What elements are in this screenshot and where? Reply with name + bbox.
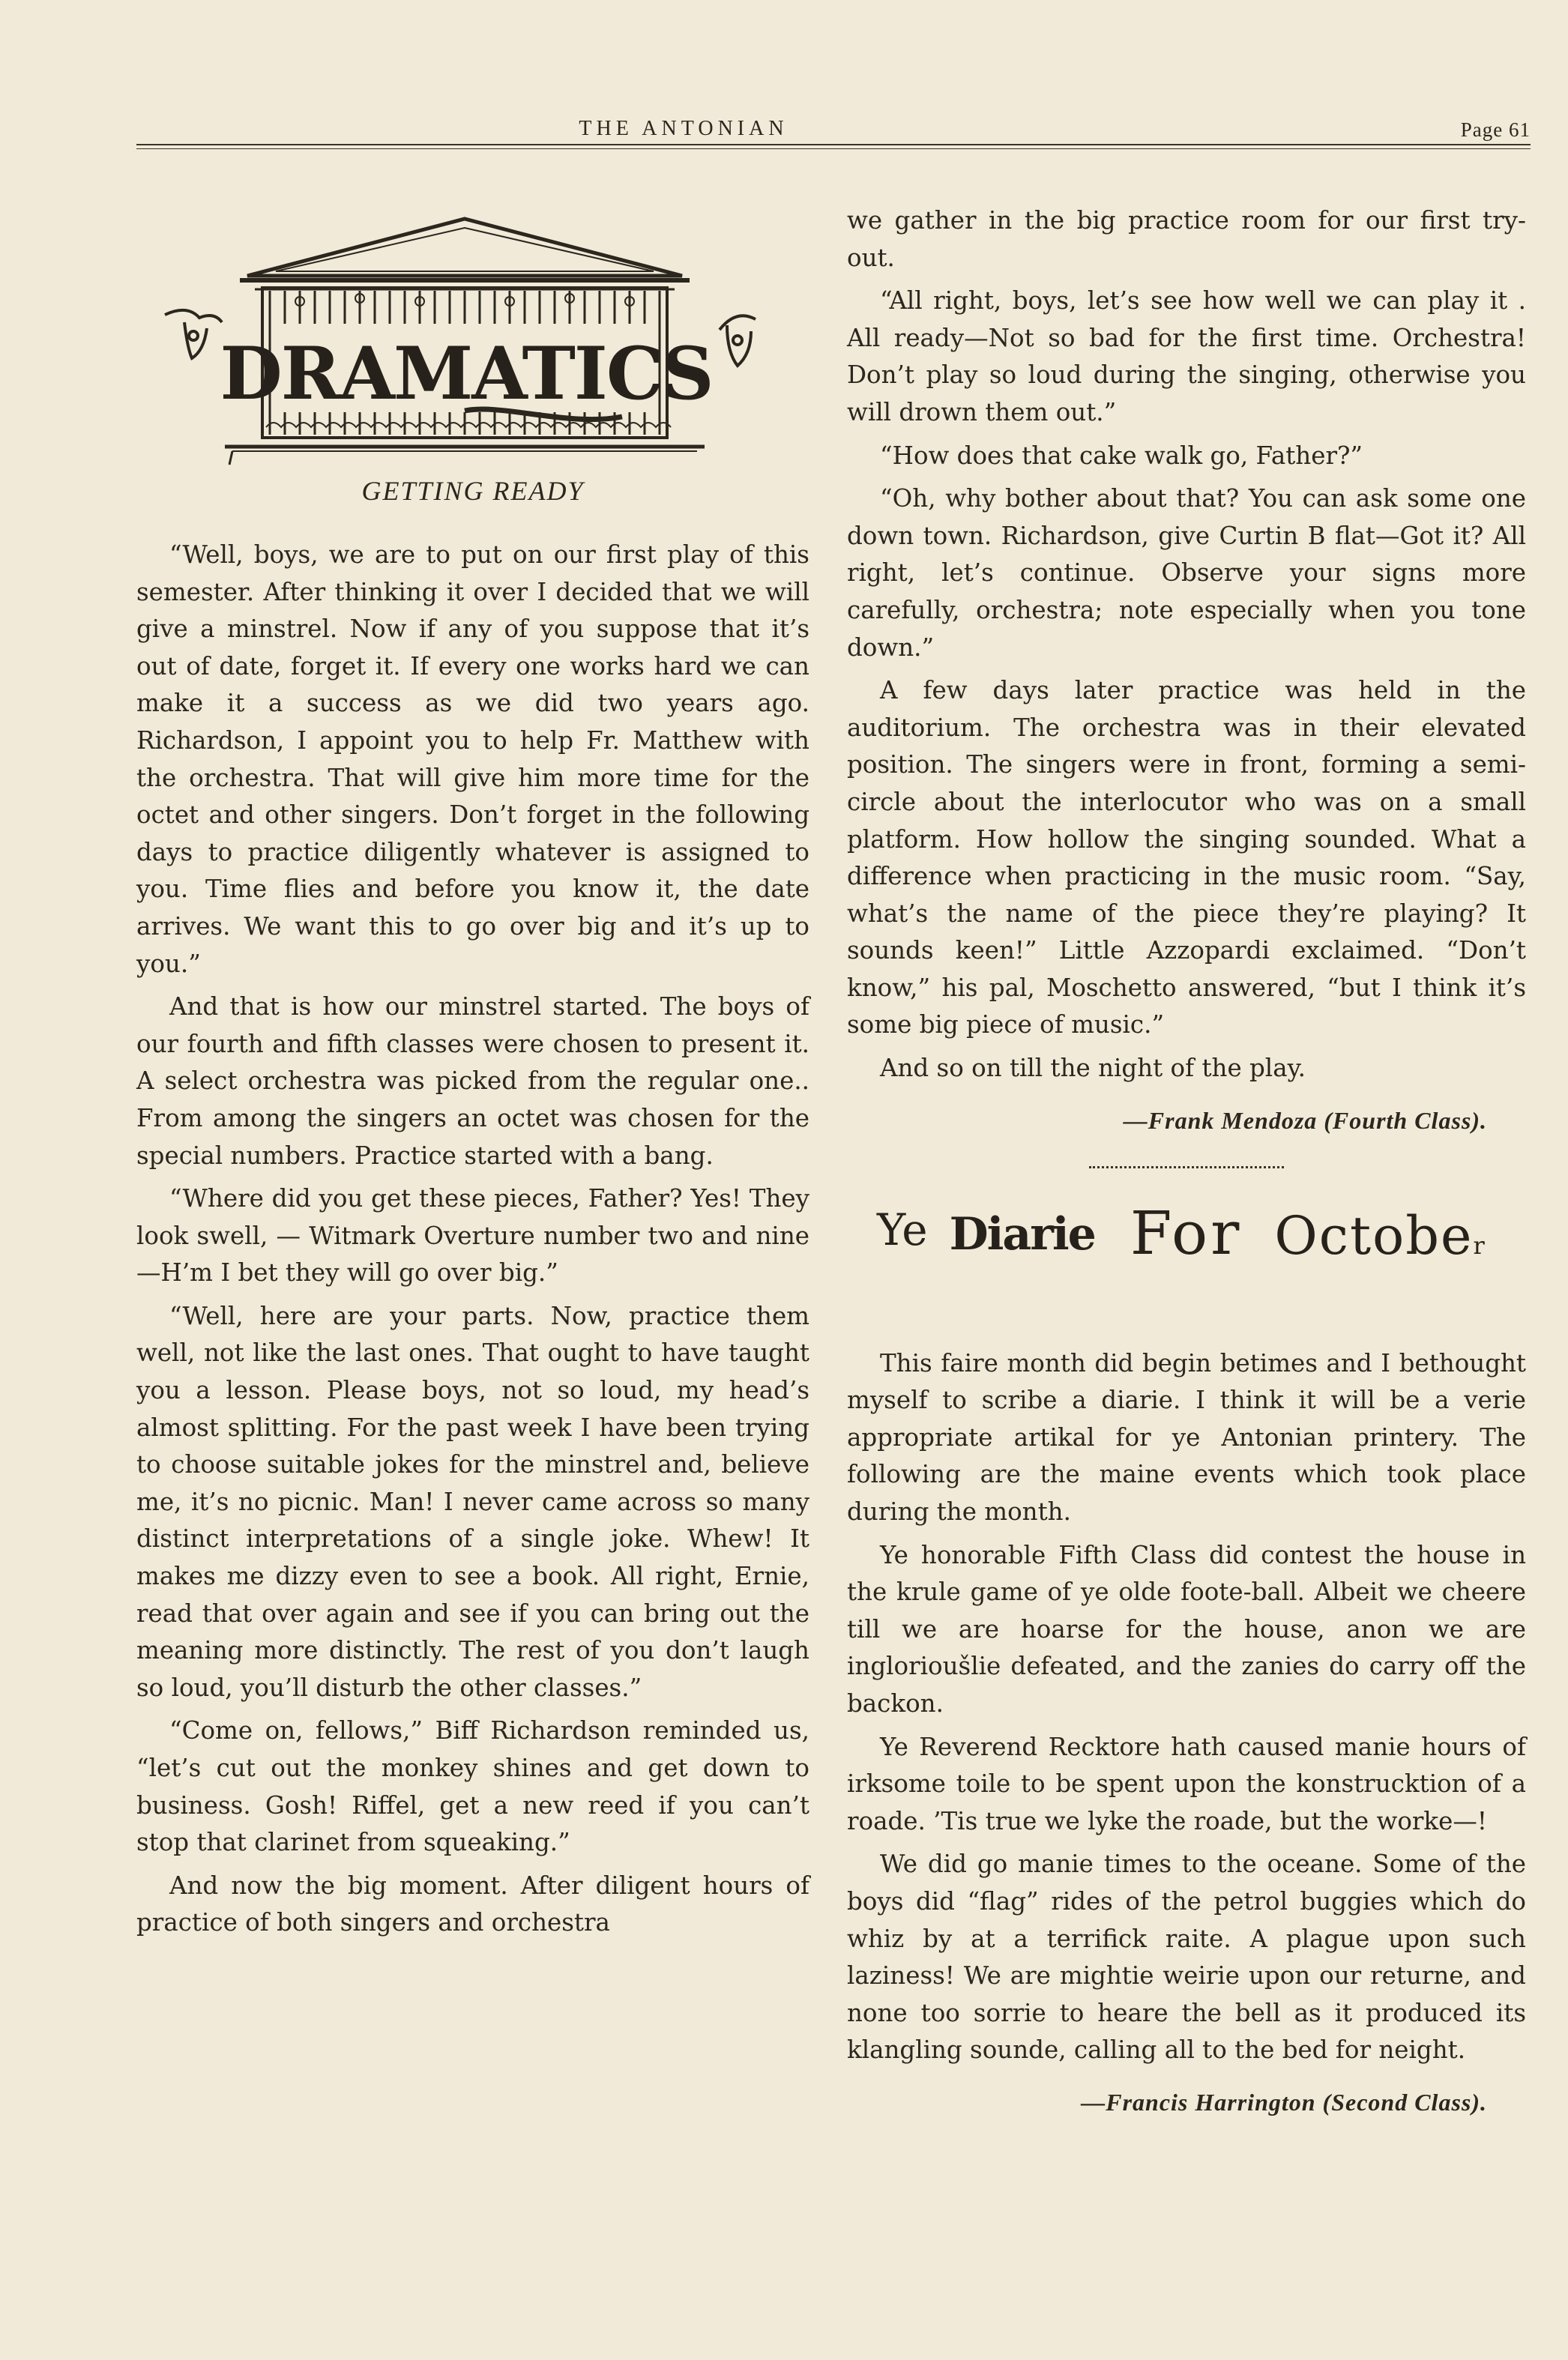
header-rule [136, 144, 1531, 145]
paragraph: “Well, boys, we are to put on our first play of this semester. After thinking it over I decided that we will give a minstrel. Now if any of you suppose that it’s out of date, forget it. If every one works hard we can make it a success as we did two years ago. Richardson, I appoint you to help Fr. Matthew with the orchestra. That will give him more time for the octet and other singers. Don’t forget in the following days to practice diligently whatever is assigned to you. Time flies and before you know it, the date arrives. We want this to go over big and it’s up to you.” [136, 540, 809, 978]
paragraph: “Oh, why bother about that? You can ask some one down town. Richardson, give Curtin B flat—Got it? All right, let’s continue. Observe your signs more carefully, orchestra; note especially when you tone down.” [847, 484, 1526, 662]
paragraph: Ye honorable Fifth Class did contest the house in the krule game of ye olde foote-ball. Albeit we cheere till we are hoarse for the house, anon we are inglorioušlie defeated, and the zanies do carry off the backon. [847, 1540, 1526, 1718]
paragraph: “All right, boys, let’s see how well we can play it . All ready—Not so bad for the first time. Orchestra! Don’t play so loud during the singing, otherwise you will drown them out.” [847, 286, 1526, 426]
dramatics-illustration [150, 202, 765, 472]
header-rule-thin [136, 148, 1531, 149]
diarie-title [847, 1198, 1526, 1303]
paragraph: This faire month did begin betimes and I bethought myself to scribe a diarie. I think it will be a verie appropriate artikal for ye Antonian printery. The following are the maine events which took place during the month. [847, 1348, 1526, 1527]
right-column [847, 202, 1526, 2116]
diarie-title-word: Diarie [949, 1207, 1095, 1261]
paragraph: And that is how our minstrel started. The boys of our fourth and fifth classes were chosen to present it. A select orchestra was picked from the regular one.. From among the singers an octet was chosen for the special numbers. Practice started with a bang. [136, 992, 809, 1170]
paragraph: Ye Reverend Recktore hath caused manie hours of irksome toile to be spent upon the konstrucktion of a roade. ’Tis true we lyke the roade, but the worke—! [847, 1732, 1526, 1835]
article-body-left [136, 537, 809, 1942]
diarie-title-word: Octobe [1274, 1204, 1474, 1267]
publication-title: THE ANTONIAN [579, 117, 788, 140]
diarie-body [847, 1345, 1526, 2069]
paragraph: “Well, here are your parts. Now, practice them well, not like the last ones. That ought to have taught you a lesson. Please boys, not so loud, my head’s almost splitting. For the past week I have been trying to choose suitable jokes for the minstrel and, believe me, it’s no picnic. Man! I never came across so many distinct interpretations of a single joke. Whew! It makes me dizzy even to see a book. All right, Ernie, read that over again and see if you can bring out the meaning more distinctly. The rest of you don’t laugh so loud, you’ll disturb the other classes.” [136, 1301, 809, 1702]
dramatics-banner [150, 202, 765, 472]
section-divider [1089, 1166, 1284, 1168]
left-column [136, 202, 809, 1948]
paragraph: we gather in the big practice room for our first try-out. [847, 206, 1526, 272]
paragraph: “How does that cake walk go, Father?” [880, 441, 1363, 470]
byline: —Frank Mendoza (Fourth Class). [1123, 1106, 1487, 1134]
left-mask-icon [165, 310, 222, 358]
article-body-right [847, 202, 1526, 1087]
article-headline: GETTING READY [361, 476, 585, 506]
byline: —Francis Harrington (Second Class). [1081, 2088, 1487, 2116]
paragraph: And now the big moment. After diligent hours of practice of both singers and orchestra [136, 1871, 809, 1937]
diarie-title-word: r [1473, 1231, 1485, 1260]
paragraph: “Where did you get these pieces, Father? Yes! They look swell, — Witmark Overture number two and nine—H’m I bet they will go over big.” [136, 1184, 809, 1288]
paragraph: We did go manie times to the oceane. Some of the boys did “flag” rides of the petrol buggies which do whiz by at a terrifick raite. A plague upon such laziness! We are mightie weirie upon our returne, and none too sorrie to heare the bell as it produced its klangling sounde, calling all to the bed for neight. [847, 1850, 1526, 2065]
dramatics-lettering: DRAMATICS [220, 331, 713, 416]
diarie-title-word: Ye [877, 1204, 928, 1255]
paragraph: “Come on, fellows,” Biff Richardson reminded us, “let’s cut out the monkey shines and get down to business. Gosh! Riffel, get a new reed if you can’t stop that clarinet from squeaking.” [136, 1716, 809, 1857]
page-number: Page 61 [1460, 118, 1531, 141]
diarie-title-word: For [1130, 1198, 1243, 1268]
right-mask-icon [720, 316, 756, 366]
paragraph: And so on till the night of the play. [880, 1054, 1306, 1083]
paragraph: A few days later practice was held in the auditorium. The orchestra was in their elevated position. The singers were in front, forming a semi-circle about the interlocutor who was on a small platform. How hollow the singing sounded. What a difference when practicing in the music room. “Say, what’s the name of the piece they’re playing? It sounds keen!” Little Azzopardi exclaimed. “Don’t know,” his pal, Moschetto answered, “but I think it’s some big piece of music.” [847, 676, 1526, 1039]
